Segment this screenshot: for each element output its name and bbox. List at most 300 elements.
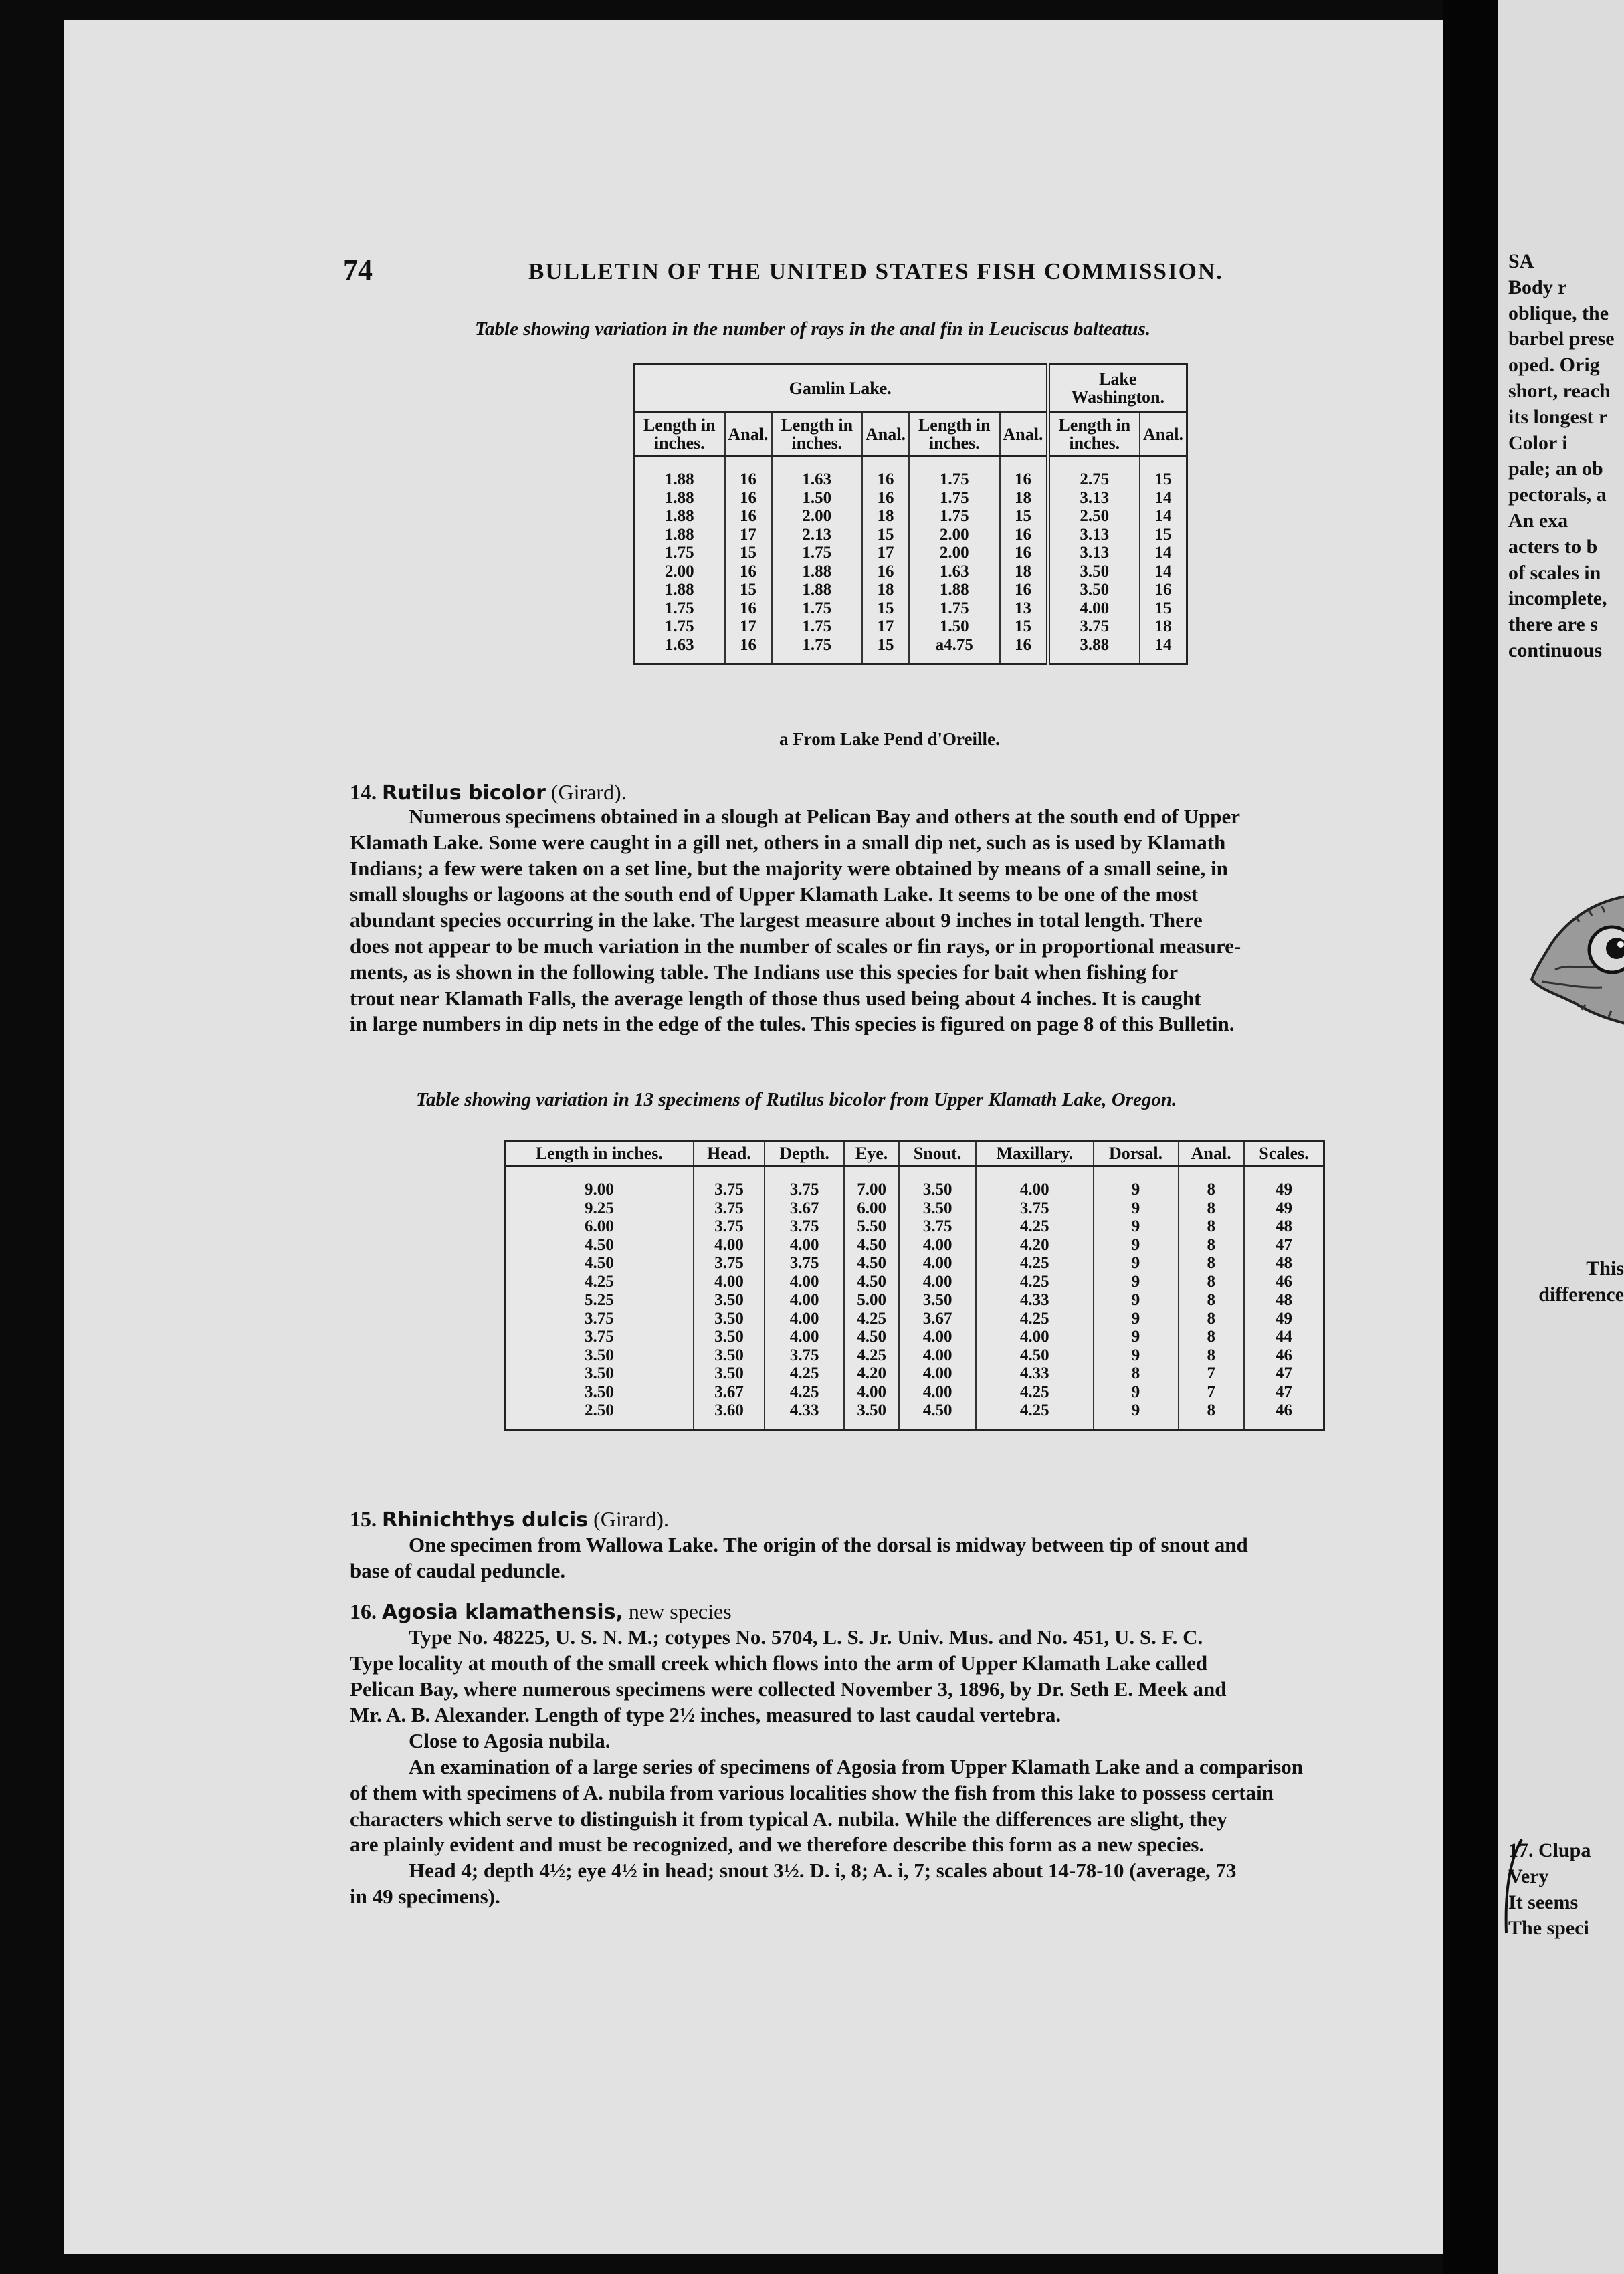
table-cell: 9 — [1131, 1180, 1140, 1199]
table-cell: 14 — [1154, 562, 1172, 581]
table-cell: 4.25 — [857, 1309, 886, 1328]
running-head: BULLETIN OF THE UNITED STATES FISH COMMISSION. — [528, 258, 1223, 284]
text-line: of them with specimens of A. nubila from various localities show the fish from this lake to possess certain — [350, 1780, 1274, 1804]
species-name: Agosia klamathensis, — [382, 1600, 623, 1624]
group-header-gamlin: Gamlin Lake. — [634, 364, 1048, 413]
table-cell: 14 — [1154, 507, 1172, 525]
text-line: does not appear to be much variation in the number of scales or fin rays, or in proportional measure- — [350, 934, 1241, 958]
table-column — [862, 456, 909, 665]
table-column — [772, 456, 863, 665]
table-cell: 15 — [740, 544, 757, 562]
table-cell: 4.00 — [857, 1382, 886, 1401]
table-cell: 2.75 — [1080, 470, 1110, 488]
table-cell: 1.63 — [802, 470, 832, 488]
table-cell: 16 — [1015, 635, 1032, 654]
table-cell: 47 — [1275, 1364, 1292, 1382]
table-cell: 3.50 — [922, 1199, 952, 1217]
table-cell: 3.50 — [922, 1180, 952, 1199]
table-cell: 3.50 — [714, 1328, 744, 1346]
table-cell: 4.00 — [922, 1364, 952, 1382]
table-cell: 4.00 — [922, 1272, 952, 1291]
table-cell: 3.50 — [714, 1309, 744, 1328]
table-column — [505, 1166, 694, 1431]
table-cell: 14 — [1154, 544, 1172, 562]
table-cell: 3.13 — [1080, 488, 1110, 507]
section-number: 16. — [350, 1599, 377, 1623]
section-number: 15. — [350, 1507, 377, 1531]
table-cell: 48 — [1275, 1254, 1292, 1272]
species-name: Rhinichthys dulcis — [382, 1508, 589, 1532]
column-header: Anal. — [1140, 413, 1187, 456]
page-number: 74 — [343, 253, 373, 286]
table-cell: 4.00 — [789, 1309, 819, 1328]
table-cell: 4.50 — [857, 1254, 886, 1272]
facing-text-line: The speci — [1508, 1917, 1589, 1940]
table-cell: 4.25 — [1019, 1272, 1049, 1291]
table1-caption: Table showing variation in the number of rays in the anal fin in Leuciscus balteatus. — [475, 318, 1151, 340]
facing-text-line: Very — [1508, 1865, 1549, 1887]
table-cell: 1.88 — [664, 470, 694, 488]
text-line: Type No. 48225, U. S. N. M.; cotypes No. 5704, L. S. Jr. Univ. Mus. and No. 451, U. S. F. C. — [409, 1625, 1203, 1649]
text-line: in 49 specimens). — [350, 1884, 500, 1908]
table-cell: 3.75 — [714, 1180, 744, 1199]
table-cell: 16 — [740, 635, 757, 654]
facing-text-line: difference — [1538, 1283, 1624, 1306]
column-header: Maxillary. — [976, 1141, 1094, 1166]
table-cell: 3.60 — [714, 1401, 744, 1419]
facing-page — [1498, 0, 1624, 2274]
table-cell: 3.75 — [789, 1254, 819, 1272]
table-cell: 18 — [1154, 617, 1172, 635]
table-cell: 1.50 — [802, 488, 832, 507]
table-cell: 14 — [1154, 488, 1172, 507]
table-cell: 3.75 — [1019, 1199, 1049, 1217]
table-column — [1094, 1166, 1179, 1431]
table-cell: 8 — [1207, 1401, 1215, 1419]
facing-text-line: Body r — [1508, 276, 1567, 298]
table-cell: 18 — [1015, 488, 1032, 507]
table-cell: 9 — [1131, 1291, 1140, 1309]
table-cell: 49 — [1275, 1180, 1292, 1199]
table-cell: 4.20 — [857, 1364, 886, 1382]
text-line: Type locality at mouth of the small creek which flows into the arm of Upper Klamath Lake called — [350, 1651, 1208, 1675]
table-cell: 8 — [1207, 1291, 1215, 1309]
table-cell: 2.50 — [584, 1401, 614, 1419]
table-cell: 8 — [1207, 1272, 1215, 1291]
table-cell: 16 — [1015, 470, 1032, 488]
table-cell: 4.25 — [584, 1272, 614, 1291]
table-cell: 4.33 — [1019, 1291, 1049, 1309]
text-line: Head 4; depth 4½; eye 4½ in head; snout 3½. D. i, 8; A. i, 7; scales about 14-78-10 (average, 73 — [409, 1859, 1237, 1883]
facing-text-line: there are s — [1508, 613, 1598, 636]
table-cell: 9 — [1131, 1199, 1140, 1217]
section-15-text — [350, 1532, 1468, 1584]
table-column — [694, 1166, 765, 1431]
table-cell: 17 — [877, 544, 894, 562]
table-cell: 3.13 — [1080, 525, 1110, 544]
table-cell: 4.00 — [922, 1328, 952, 1346]
table-cell: 3.50 — [714, 1291, 744, 1309]
table-cell: 1.88 — [664, 525, 694, 544]
text-line: Close to Agosia nubila. — [409, 1729, 611, 1753]
text-line: small sloughs or lagoons at the south end of Upper Klamath Lake. It seems to be one of the most — [350, 882, 1199, 906]
table-cell: 46 — [1275, 1401, 1292, 1419]
table-cell: 4.25 — [1019, 1254, 1049, 1272]
table-column — [1000, 456, 1048, 665]
table-cell: 1.75 — [802, 617, 832, 635]
table-cell: 16 — [1015, 581, 1032, 599]
table-cell: 4.00 — [714, 1235, 744, 1254]
facing-text-line: oblique, the — [1508, 302, 1609, 324]
table-column — [909, 456, 1000, 665]
table-cell: 1.63 — [939, 562, 969, 581]
table-cell: 3.50 — [1080, 562, 1110, 581]
table-cell: 4.33 — [1019, 1364, 1049, 1382]
facing-text-line: This — [1586, 1257, 1624, 1279]
table-cell: 8 — [1207, 1328, 1215, 1346]
table-cell: 2.00 — [939, 544, 969, 562]
table-column — [765, 1166, 844, 1431]
table-column — [1140, 456, 1187, 665]
column-header: Head. — [694, 1141, 765, 1166]
table-cell: 9 — [1131, 1346, 1140, 1364]
table-cell: 4.50 — [857, 1272, 886, 1291]
table-cell: 18 — [877, 507, 894, 525]
table-cell: 17 — [740, 525, 757, 544]
column-header: Snout. — [899, 1141, 976, 1166]
table-cell: 15 — [1154, 525, 1172, 544]
table-cell: 15 — [1154, 470, 1172, 488]
text-line: trout near Klamath Falls, the average length of those thus used being about 4 inches. It is caught — [350, 986, 1201, 1010]
table-cell: 4.00 — [789, 1291, 819, 1309]
facing-text-line: pectorals, a — [1508, 484, 1607, 506]
table-cell: 3.13 — [1080, 544, 1110, 562]
table-cell: 44 — [1275, 1328, 1292, 1346]
table-column — [899, 1166, 976, 1431]
table-cell: 1.75 — [939, 507, 969, 525]
section-14-text — [350, 804, 1468, 1037]
table-cell: 2.00 — [939, 525, 969, 544]
table-cell: 6.00 — [857, 1199, 886, 1217]
species-author: (Girard). — [550, 780, 627, 804]
table-cell: 8 — [1207, 1235, 1215, 1254]
column-header: Length in inches. — [1048, 413, 1140, 456]
table-cell: 7 — [1207, 1382, 1215, 1401]
column-header: Depth. — [765, 1141, 844, 1166]
facing-text-line: continuous — [1508, 639, 1603, 661]
table-cell: 4.50 — [857, 1235, 886, 1254]
table-cell: 1.88 — [802, 562, 832, 581]
column-header: Anal. — [1000, 413, 1048, 456]
text-line: Pelican Bay, where numerous specimens were collected November 3, 1896, by Dr. Seth E. Meek and — [350, 1677, 1227, 1701]
facing-text-line: short, reach — [1508, 379, 1611, 402]
facing-text-top — [1508, 249, 1615, 664]
table-cell: 15 — [1015, 507, 1032, 525]
table-column — [1048, 456, 1140, 665]
table-cell: 7 — [1207, 1364, 1215, 1382]
table-cell: 49 — [1275, 1199, 1292, 1217]
table-cell: 16 — [740, 562, 757, 581]
table-cell: 4.00 — [789, 1328, 819, 1346]
bracket-mark — [1498, 1836, 1525, 1936]
table-cell: 16 — [1015, 525, 1032, 544]
section-16-text — [350, 1625, 1468, 1910]
table-column — [844, 1166, 899, 1431]
table-cell: 1.88 — [802, 581, 832, 599]
table-cell: 9 — [1131, 1235, 1140, 1254]
table-cell: 9.25 — [584, 1199, 614, 1217]
table-cell: 1.75 — [802, 599, 832, 617]
table-cell: 3.75 — [789, 1217, 819, 1235]
column-header: Anal. — [862, 413, 909, 456]
table-cell: 3.75 — [922, 1217, 952, 1235]
table-cell: 3.50 — [1080, 581, 1110, 599]
table-cell: 15 — [877, 525, 894, 544]
table-cell: 9 — [1131, 1328, 1140, 1346]
facing-text-line: acters to b — [1508, 535, 1598, 558]
table-cell: 3.75 — [714, 1254, 744, 1272]
table-cell: 13 — [1015, 599, 1032, 617]
table-cell: 2.00 — [802, 507, 832, 525]
table-cell: 3.50 — [714, 1364, 744, 1382]
section-15-heading — [350, 1507, 669, 1532]
table-column — [634, 456, 725, 665]
table-cell: 3.75 — [789, 1180, 819, 1199]
facing-text-line: of scales in — [1508, 561, 1601, 584]
table-cell: 4.00 — [922, 1382, 952, 1401]
facing-text-line: Color i — [1508, 431, 1568, 454]
table-cell: 5.00 — [857, 1291, 886, 1309]
page-sheet — [64, 20, 1460, 2254]
table-cell: 2.00 — [664, 562, 694, 581]
section-14-heading — [350, 780, 627, 805]
table-cell: 16 — [1015, 544, 1032, 562]
table-cell: 16 — [877, 488, 894, 507]
table-cell: 3.75 — [789, 1346, 819, 1364]
table-cell: 8 — [1207, 1346, 1215, 1364]
table-cell: 1.88 — [664, 488, 694, 507]
table-cell: 48 — [1275, 1217, 1292, 1235]
table-cell: 16 — [877, 470, 894, 488]
table-cell: 4.00 — [1019, 1328, 1049, 1346]
table-cell: 14 — [1154, 635, 1172, 654]
column-header: Dorsal. — [1094, 1141, 1179, 1166]
table-cell: 4.50 — [584, 1254, 614, 1272]
text-line: Mr. A. B. Alexander. Length of type 2½ inches, measured to last caudal vertebra. — [350, 1703, 1061, 1727]
table-column — [1179, 1166, 1244, 1431]
section-16-heading — [350, 1599, 732, 1624]
table-cell: 3.67 — [714, 1382, 744, 1401]
table-cell: 4.20 — [1019, 1235, 1049, 1254]
table-cell: 4.00 — [789, 1235, 819, 1254]
column-header: Length in inches. — [505, 1141, 694, 1166]
column-header: Eye. — [844, 1141, 899, 1166]
table-cell: 8 — [1207, 1254, 1215, 1272]
table-column — [976, 1166, 1094, 1431]
text-line: base of caudal peduncle. — [350, 1558, 566, 1582]
text-line: characters which serve to distinguish it from typical A. nubila. While the differences are slight, they — [350, 1806, 1227, 1831]
table-cell: 4.00 — [922, 1254, 952, 1272]
table-cell: 17 — [877, 617, 894, 635]
table-cell: 3.75 — [714, 1217, 744, 1235]
table-cell: 18 — [1015, 562, 1032, 581]
table-rutilus-measurements — [504, 1140, 1325, 1431]
table2-caption: Table showing variation in 13 specimens of Rutilus bicolor from Upper Klamath Lake, Oregon. — [416, 1089, 1177, 1110]
table1-footnote: a From Lake Pend d'Oreille. — [779, 729, 1000, 749]
table-cell: 4.33 — [789, 1401, 819, 1419]
column-header: Anal. — [725, 413, 772, 456]
table-cell: 9 — [1131, 1272, 1140, 1291]
table-cell: 8 — [1207, 1309, 1215, 1328]
table-cell: 15 — [1154, 599, 1172, 617]
facing-text-line: It seems — [1508, 1891, 1579, 1914]
group-header-washington: Lake Washington. — [1048, 364, 1187, 413]
column-header: Length in inches. — [772, 413, 863, 456]
text-line: Indians; a few were taken on a set line, but the majority were obtained by means of a small seine, in — [350, 856, 1228, 880]
text-line: ments, as is shown in the following table. The Indians use this species for bait when fishing for — [350, 960, 1179, 984]
table-cell: 4.50 — [584, 1235, 614, 1254]
table-cell: 4.50 — [922, 1401, 952, 1419]
table-cell: 9 — [1131, 1217, 1140, 1235]
table-cell: 46 — [1275, 1272, 1292, 1291]
table-cell: 2.50 — [1080, 507, 1110, 525]
table-cell: 2.13 — [802, 525, 832, 544]
table-cell: 49 — [1275, 1309, 1292, 1328]
table-cell: 3.50 — [584, 1346, 614, 1364]
column-header: Length in inches. — [634, 413, 725, 456]
table-cell: 1.50 — [939, 617, 969, 635]
table-cell: 1.88 — [939, 581, 969, 599]
table-cell: 3.50 — [584, 1364, 614, 1382]
table-cell: 1.63 — [664, 635, 694, 654]
table-cell: 15 — [1015, 617, 1032, 635]
table-cell: 8 — [1131, 1364, 1140, 1382]
table-cell: 4.00 — [1019, 1180, 1049, 1199]
text-line: abundant species occurring in the lake. The largest measure about 9 inches in total length. There — [350, 908, 1203, 932]
table-cell: 6.00 — [584, 1217, 614, 1235]
table-cell: 9 — [1131, 1401, 1140, 1419]
table-cell: 1.75 — [664, 544, 694, 562]
table-cell: 4.00 — [922, 1235, 952, 1254]
binding-gutter — [1443, 0, 1498, 2274]
table-cell: a4.75 — [935, 635, 973, 654]
facing-text-line: pale; an ob — [1508, 457, 1603, 480]
table-cell: 46 — [1275, 1346, 1292, 1364]
table-cell: 9 — [1131, 1309, 1140, 1328]
table-cell: 3.50 — [922, 1291, 952, 1309]
table-cell: 4.00 — [789, 1272, 819, 1291]
table-cell: 8 — [1207, 1180, 1215, 1199]
column-header: Length in inches. — [909, 413, 1000, 456]
table-cell: 16 — [740, 599, 757, 617]
table-cell: 1.88 — [664, 581, 694, 599]
table-cell: 16 — [740, 488, 757, 507]
table-cell: 8 — [1207, 1217, 1215, 1235]
table-cell: 9.00 — [584, 1180, 614, 1199]
table-cell: 4.25 — [1019, 1401, 1049, 1419]
table-cell: 9 — [1131, 1382, 1140, 1401]
table-cell: 47 — [1275, 1235, 1292, 1254]
table-cell: 1.88 — [664, 507, 694, 525]
table-cell: 4.25 — [789, 1364, 819, 1382]
table-cell: 3.75 — [584, 1328, 614, 1346]
table-column — [725, 456, 772, 665]
fish-illustration — [1515, 869, 1624, 1050]
text-line: An examination of a large series of specimens of Agosia from Upper Klamath Lake and a comparison — [409, 1754, 1303, 1778]
table-anal-rays — [633, 363, 1188, 665]
table-cell: 16 — [1154, 581, 1172, 599]
text-line: Klamath Lake. Some were caught in a gill net, others in a small dip net, such as is used by Klamath — [350, 830, 1226, 854]
text-line: in large numbers in dip nets in the edge of the tules. This species is figured on page 8 of this Bulletin. — [350, 1012, 1235, 1036]
table-cell: 4.00 — [714, 1272, 744, 1291]
facing-text-line: SA — [1508, 250, 1534, 272]
facing-text-line: incomplete, — [1508, 587, 1607, 610]
table-cell: 17 — [740, 617, 757, 635]
facing-text-mid — [1538, 1256, 1624, 1308]
table-cell: 4.25 — [1019, 1382, 1049, 1401]
table-cell: 1.75 — [939, 599, 969, 617]
species-name: Rutilus bicolor — [382, 781, 546, 805]
facing-text-line: its longest r — [1508, 405, 1608, 428]
table-cell: 1.75 — [664, 617, 694, 635]
table-cell: 18 — [877, 581, 894, 599]
text-line: are plainly evident and must be recognized, and we therefore describe this form as a new species. — [350, 1833, 1205, 1857]
table-cell: 47 — [1275, 1382, 1292, 1401]
table-cell: 3.67 — [789, 1199, 819, 1217]
table-cell: 4.25 — [1019, 1217, 1049, 1235]
table-cell: 3.67 — [922, 1309, 952, 1328]
table-cell: 3.50 — [584, 1382, 614, 1401]
table-cell: 4.00 — [922, 1346, 952, 1364]
table-cell: 4.25 — [1019, 1309, 1049, 1328]
table-cell: 7.00 — [857, 1180, 886, 1199]
table-cell: 8 — [1207, 1199, 1215, 1217]
table-cell: 3.50 — [857, 1401, 886, 1419]
facing-text-line: An exa — [1508, 509, 1568, 532]
text-line: One specimen from Wallowa Lake. The origin of the dorsal is midway between tip of snout and — [409, 1533, 1248, 1556]
table-cell: 4.50 — [1019, 1346, 1049, 1364]
section-number: 14. — [350, 780, 377, 804]
table-column — [1244, 1166, 1324, 1431]
table-cell: 15 — [877, 599, 894, 617]
column-header: Scales. — [1244, 1141, 1324, 1166]
table-cell: 5.25 — [584, 1291, 614, 1309]
table-cell: 4.25 — [789, 1382, 819, 1401]
facing-text-line: oped. Orig — [1508, 354, 1600, 377]
table-cell: 16 — [740, 507, 757, 525]
table-cell: 9 — [1131, 1254, 1140, 1272]
table-cell: 3.75 — [584, 1309, 614, 1328]
table-cell: 1.75 — [939, 470, 969, 488]
table-cell: 3.75 — [714, 1199, 744, 1217]
table-cell: 4.25 — [857, 1346, 886, 1364]
facing-text-line: 17. Clupa — [1508, 1839, 1591, 1861]
table-cell: 1.75 — [939, 488, 969, 507]
table-cell: 1.75 — [802, 635, 832, 654]
text-line: Numerous specimens obtained in a slough at Pelican Bay and others at the south end of Upper — [409, 805, 1240, 828]
table-cell: 16 — [877, 562, 894, 581]
column-header: Anal. — [1179, 1141, 1244, 1166]
table-cell: 15 — [740, 581, 757, 599]
table-cell: 4.50 — [857, 1328, 886, 1346]
table-cell: 3.88 — [1080, 635, 1110, 654]
table-cell: 4.00 — [1080, 599, 1110, 617]
table-cell: 1.75 — [664, 599, 694, 617]
table-cell: 1.75 — [802, 544, 832, 562]
table-cell: 48 — [1275, 1291, 1292, 1309]
facing-text-line: barbel prese — [1508, 328, 1615, 350]
table-cell: 15 — [877, 635, 894, 654]
